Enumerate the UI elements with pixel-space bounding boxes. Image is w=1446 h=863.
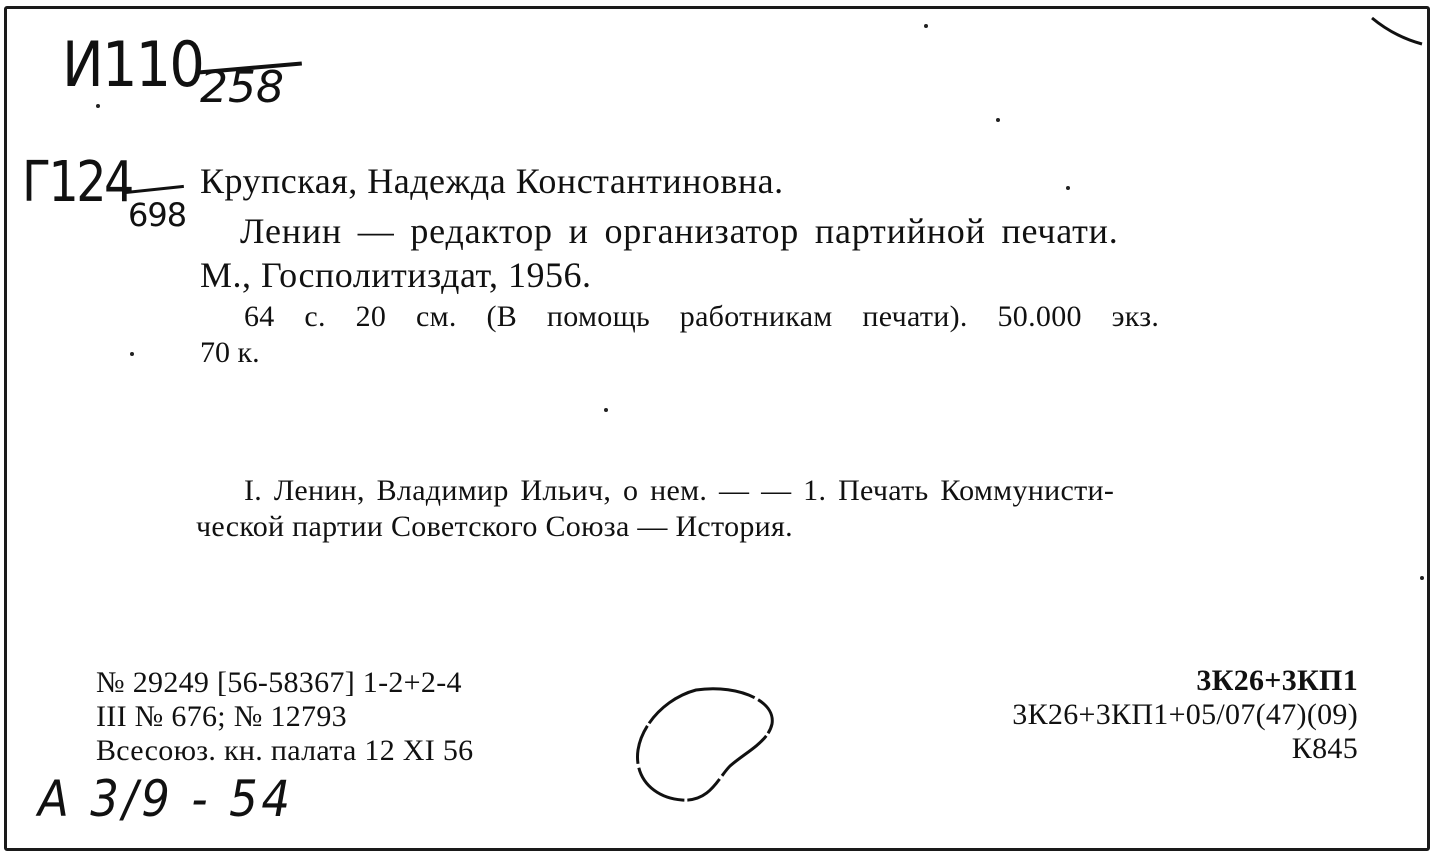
acquisition-number: A 3/9 - 54 (38, 770, 294, 828)
price: 70 к. (200, 336, 260, 369)
registration-number: № 29249 [56-58367] 1-2+2-4 (96, 666, 462, 699)
subject-tracing-line-1: I. Ленин, Владимир Ильич, о нем. — — 1. Печать Коммунисти- (244, 474, 1115, 507)
shelf-mark-number: 258 (200, 62, 284, 113)
author-mark: К845 (1291, 732, 1358, 765)
registration-order: III № 676; № 12793 (96, 700, 347, 733)
author-heading: Крупская, Надежда Константиновна. (200, 161, 784, 201)
speck (604, 408, 608, 412)
speck (130, 352, 134, 356)
subject-tracing-line-2: ческой партии Советского Союза — История. (196, 510, 793, 543)
classification-full: 3К26+3КП1+05/07(47)(09) (1012, 698, 1358, 731)
speck (1066, 186, 1070, 190)
speck (96, 104, 100, 108)
classification-index: 3К26+3КП1 (1196, 664, 1358, 697)
speck (924, 24, 928, 28)
class-mark-number: 698 (128, 196, 187, 234)
shelf-mark: И110 (62, 28, 204, 101)
collation: 64 с. 20 см. (В помощь работникам печати). 50.000 экз. (244, 300, 1160, 333)
speck (1420, 576, 1424, 580)
class-mark: Г124 (22, 150, 132, 215)
imprint: М., Госполитиздат, 1956. (200, 255, 592, 295)
book-title: Ленин — редактор и организатор партийной печати. (240, 211, 1119, 251)
hand-drawn-loop-icon (626, 680, 796, 810)
registration-chamber: Всесоюз. кн. палата 12 XI 56 (96, 734, 474, 767)
corner-fold-icon (1370, 14, 1430, 54)
speck (996, 118, 1000, 122)
